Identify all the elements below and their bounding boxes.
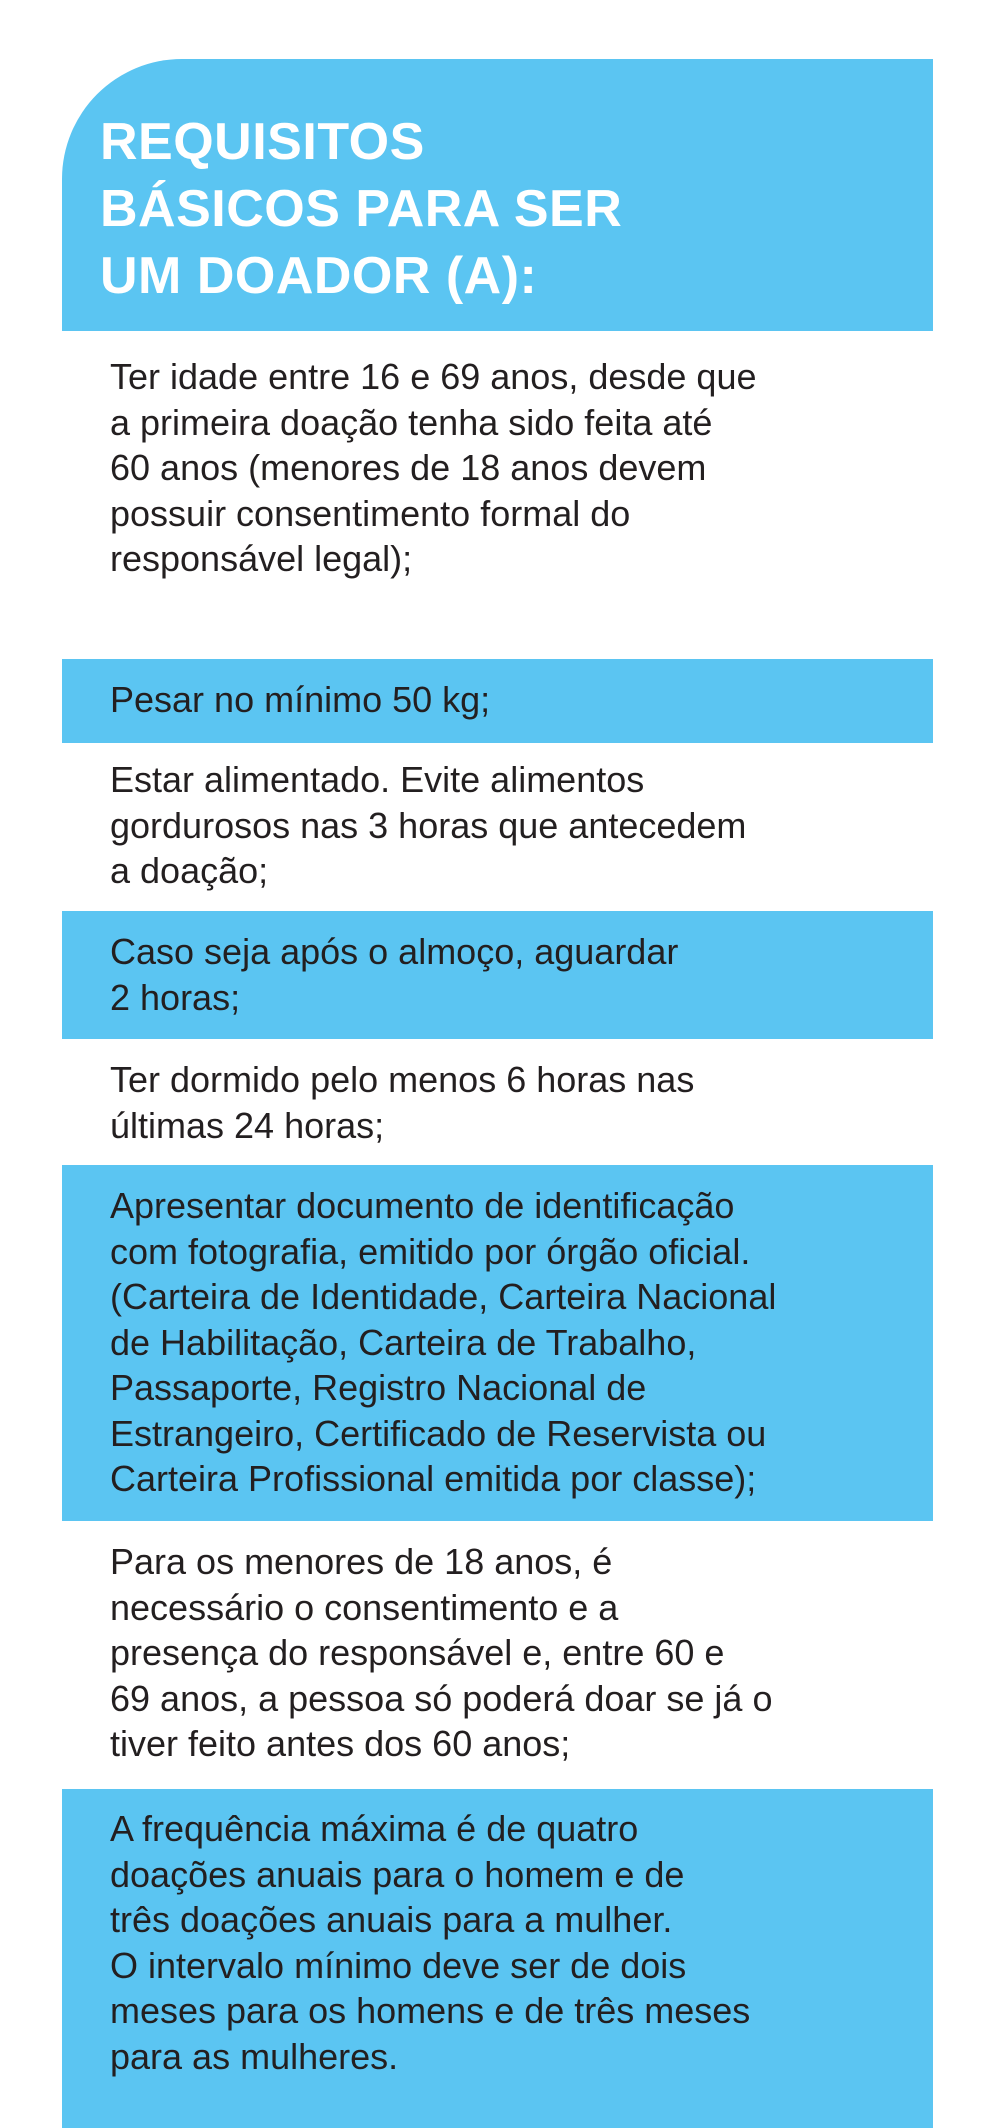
requirement-text: Apresentar documento de identificação com fotografia, emitido por órgão oficial. (Carteira de Identidade, Carteira Nacional de Habilitação, Carteira de Trabalho, Passaporte, Registro Nacional de Estrangeiro, Certificado de Reservista ou Carteira Profissional emitida por classe); [110, 1185, 777, 1499]
requirement-text: Pesar no mínimo 50 kg; [110, 679, 491, 720]
title-line: REQUISITOS [100, 113, 425, 171]
requirement-sleep [62, 1039, 933, 1165]
requirement-text: A frequência máxima é de quatro doações anuais para o homem e de três doações anuais para a mulher. O intervalo mínimo deve ser de dois meses para os homens e de três meses para as mulheres. [110, 1808, 751, 2077]
requirement-frequency [62, 1789, 933, 2128]
requirements-card [62, 59, 933, 2077]
page-title [100, 109, 622, 310]
requirement-id-document [62, 1165, 933, 1521]
requirement-after-lunch [62, 911, 933, 1039]
requirement-fed [62, 743, 933, 911]
requirement-text: Ter idade entre 16 e 69 anos, desde que a primeira doação tenha sido feita até 60 anos (menores de 18 anos devem possuir consentimento formal do responsável legal); [110, 356, 757, 579]
requirement-text: Para os menores de 18 anos, é necessário o consentimento e a presença do responsável e, entre 60 e 69 anos, a pessoa só poderá doar se já o tiver feito antes dos 60 anos; [110, 1541, 773, 1764]
requirement-age [62, 331, 933, 659]
requirement-text: Estar alimentado. Evite alimentos gordurosos nas 3 horas que antecedem a doação; [110, 759, 747, 891]
requirement-text: Caso seja após o almoço, aguardar 2 horas; [110, 931, 679, 1018]
requirement-text: Ter dormido pelo menos 6 horas nas últimas 24 horas; [110, 1059, 695, 1146]
requirement-weight [62, 659, 933, 743]
title-line: UM DOADOR (A): [100, 247, 538, 305]
title-line: BÁSICOS PARA SER [100, 180, 623, 238]
requirement-minors [62, 1521, 933, 1789]
header-panel [62, 59, 933, 331]
